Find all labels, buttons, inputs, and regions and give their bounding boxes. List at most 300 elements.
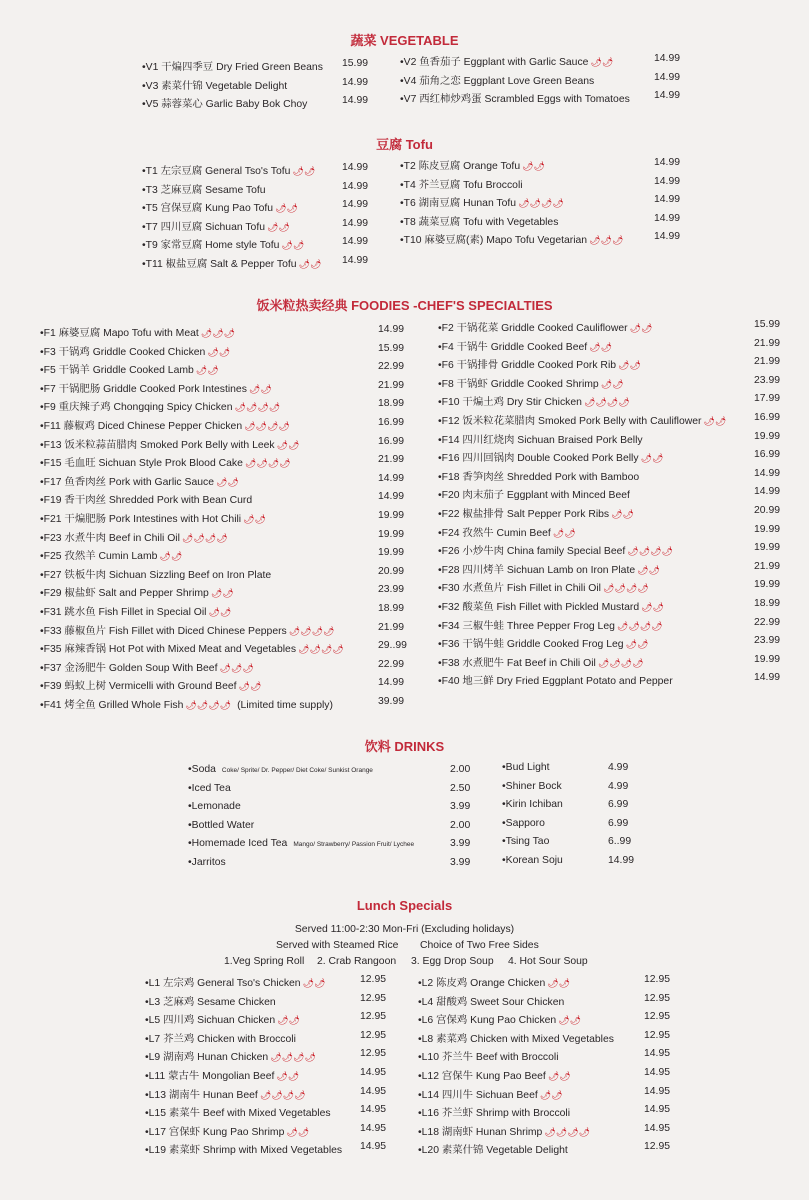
- menu-item-price: 14.99: [654, 194, 681, 206]
- menu-item: [40, 510, 406, 529]
- menu-item-name: •L10 芥兰牛 Beef with Broccoli: [418, 1052, 559, 1064]
- menu-item-price: 12.95: [644, 1011, 671, 1023]
- menu-item-text: [40, 640, 350, 655]
- menu-item-text: [145, 1141, 344, 1156]
- menu-item-name: •Iced Tea: [188, 782, 231, 794]
- menu-item-name: •T4 芥兰豆腐 Tofu Broccoli: [400, 179, 523, 191]
- menu-item-name: •L8 素菜鸡 Chicken with Mixed Vegetables: [418, 1033, 614, 1045]
- chili-pepper-icon: 🌶🌶: [248, 383, 272, 394]
- menu-item: [40, 398, 406, 417]
- menu-item-price: 14.95: [360, 1122, 387, 1134]
- menu-item: [438, 319, 783, 338]
- vegetable-left-list: [142, 58, 370, 114]
- menu-item: [400, 72, 685, 91]
- menu-item-name: •T7 四川豆腐 Sichuan Tofu: [142, 221, 265, 233]
- menu-item-text: [438, 598, 664, 613]
- menu-item: [145, 1123, 390, 1142]
- menu-item: [142, 162, 370, 181]
- menu-item-price: 14.95: [360, 1104, 387, 1116]
- menu-item: [418, 1030, 678, 1049]
- menu-item-text: [40, 696, 333, 711]
- menu-item-price: 17.99: [754, 393, 781, 405]
- tofu-title: 豆腐 Tofu: [376, 137, 433, 152]
- menu-item-price: 19.99: [378, 528, 405, 540]
- menu-item: [418, 1123, 678, 1142]
- drinks-left-list: [188, 764, 473, 876]
- menu-item-name: •F34 三椒牛蛙 Three Pepper Frog Leg: [438, 620, 615, 632]
- menu-item-name: •F41 烤全鱼 Grilled Whole Fish: [40, 699, 184, 711]
- menu-item-price: 18.99: [378, 398, 405, 410]
- menu-item-price: 21.99: [378, 454, 405, 466]
- menu-item-name: •L15 素菜牛 Beef with Mixed Vegetables: [145, 1108, 331, 1120]
- menu-item: [40, 380, 406, 399]
- menu-item-name: •F1 麻婆豆腐 Mapo Tofu with Meat: [40, 328, 199, 339]
- menu-item-text: [142, 218, 290, 233]
- menu-item-name: •Lemonade: [188, 801, 241, 813]
- menu-item-text: [438, 561, 660, 576]
- menu-item: [438, 393, 783, 412]
- chili-pepper-icon: 🌶🌶: [641, 601, 664, 612]
- chili-pepper-icon: 🌶🌶🌶🌶: [259, 1089, 306, 1100]
- menu-item-name: •F16 四川回锅肉 Double Cooked Pork Belly: [438, 453, 639, 465]
- menu-item-text: [40, 510, 272, 525]
- menu-item: [40, 491, 406, 510]
- menu-item: [400, 176, 685, 195]
- menu-item-text: [418, 993, 566, 1008]
- menu-item-price: 19.99: [754, 653, 781, 665]
- menu-item-name: •F38 水煮肥牛 Fat Beef in Chili Oil: [438, 657, 596, 669]
- menu-item: [40, 696, 406, 715]
- menu-item-price: 12.95: [360, 1048, 387, 1060]
- menu-item-text: [438, 486, 632, 501]
- lunch-right-list: [418, 974, 678, 1160]
- menu-item-name: •L20 素菜什锦 Vegetable Delight: [418, 1145, 568, 1157]
- menu-item: [438, 672, 783, 691]
- chili-pepper-icon: 🌶🌶: [618, 360, 641, 371]
- menu-item: [438, 412, 783, 431]
- menu-item-text: [40, 677, 267, 692]
- menu-item-name: •L4 甜酸鸡 Sweet Sour Chicken: [418, 996, 565, 1008]
- menu-item: [142, 181, 370, 200]
- menu-item-price: 14.99: [342, 162, 369, 173]
- menu-item-name: •Jarritos: [188, 856, 226, 868]
- chili-pepper-icon: 🌶🌶🌶🌶: [234, 402, 281, 413]
- menu-item-price: 14.99: [342, 76, 369, 88]
- foodies-right-list: [438, 319, 783, 691]
- menu-item: [502, 799, 632, 818]
- menu-item: [400, 231, 685, 250]
- menu-item: [438, 561, 783, 580]
- chili-pepper-icon: 🌶🌶: [539, 1089, 563, 1100]
- menu-item: [40, 324, 406, 343]
- chili-pepper-icon: 🌶🌶🌶🌶: [270, 1052, 316, 1063]
- menu-item-price: 23.99: [754, 635, 781, 647]
- menu-item-text: [142, 162, 315, 177]
- menu-item-text: [400, 53, 613, 68]
- menu-item-price: 15.99: [754, 319, 781, 330]
- drinks-right-list: [502, 762, 635, 874]
- menu-item-text: [145, 1030, 298, 1045]
- menu-item: [142, 255, 370, 274]
- menu-item-text: [418, 974, 570, 989]
- menu-item: [502, 762, 632, 781]
- menu-item-name: •F13 饭米粒蒜苗腊肉 Smoked Pork Belly with Leek: [40, 439, 275, 451]
- menu-item: [502, 854, 635, 874]
- menu-item-name: •F37 金汤肥牛 Golden Soup With Beef: [40, 662, 218, 674]
- menu-item: [40, 640, 406, 659]
- chili-pepper-icon: 🌶🌶: [629, 323, 653, 333]
- lunch-left-list: [145, 974, 390, 1160]
- menu-item-price: 14.95: [644, 1122, 671, 1134]
- menu-item-text: [40, 473, 245, 488]
- menu-item-price: 14.99: [654, 71, 681, 83]
- menu-item: [40, 343, 406, 362]
- menu-item-text: [40, 584, 240, 599]
- chili-pepper-icon: 🌶🌶: [298, 258, 322, 269]
- menu-item: [40, 361, 406, 380]
- menu-item-text: [438, 412, 726, 427]
- menu-item: [142, 236, 370, 255]
- menu-item-text: [438, 319, 652, 334]
- menu-item: [418, 1048, 678, 1067]
- menu-item-price: 3.99: [450, 801, 471, 813]
- menu-item-text: [418, 1011, 581, 1026]
- menu-item-price: 14.99: [342, 180, 369, 192]
- menu-item-name: •F19 香干肉丝 Shredded Pork with Bean Curd: [40, 495, 253, 507]
- menu-item-text: [40, 454, 297, 469]
- menu-item-price: 6..99: [608, 836, 632, 848]
- chili-pepper-icon: 🌶🌶: [292, 166, 316, 176]
- chili-pepper-icon: 🌶🌶: [277, 1015, 300, 1026]
- menu-item: [438, 449, 783, 468]
- menu-item-text: [188, 857, 232, 868]
- menu-item-name: •V2 鱼香茄子 Eggplant with Garlic Sauce: [400, 57, 589, 68]
- menu-item-name: •Bud Light: [502, 762, 550, 773]
- lunch-side-2: 2. Crab Rangoon: [317, 956, 397, 967]
- menu-item-price: 14.99: [342, 95, 369, 107]
- menu-item-name: •L18 湖南虾 Hunan Shrimp: [418, 1126, 543, 1138]
- menu-item-text: [142, 181, 268, 196]
- menu-item-text: [502, 836, 549, 847]
- chili-pepper-icon: 🌶🌶: [281, 240, 305, 251]
- menu-item-price: 14.99: [654, 175, 681, 187]
- menu-item-name: •F20 肉末茄子 Eggplant with Minced Beef: [438, 490, 630, 502]
- menu-item-price: 21.99: [378, 379, 405, 391]
- chili-pepper-icon: 🌶🌶: [552, 527, 576, 538]
- menu-item: [438, 356, 783, 375]
- menu-item-name: •L11 蒙古牛 Mongolian Beef: [145, 1070, 275, 1082]
- menu-item-text: [438, 654, 644, 669]
- menu-item-price: 12.95: [360, 974, 387, 985]
- menu-item-text: [40, 417, 296, 432]
- menu-item-price: 15.99: [342, 58, 369, 69]
- chili-pepper-icon: 🌶🌶: [558, 1015, 582, 1026]
- menu-item: [418, 1141, 678, 1160]
- menu-item-price: 14.99: [342, 199, 369, 211]
- menu-item-price: 14.99: [654, 53, 681, 64]
- menu-item: [145, 1141, 390, 1160]
- menu-item: [438, 598, 783, 617]
- menu-item-price: 19.99: [378, 547, 405, 559]
- menu-item: [438, 524, 783, 543]
- menu-item: [400, 90, 685, 109]
- menu-item-price: 4.99: [608, 762, 629, 773]
- menu-item-name: •V1 干煸四季豆 Dry Fried Green Beans: [142, 62, 323, 73]
- menu-item-name: •Bottled Water: [188, 819, 255, 831]
- menu-item-text: [502, 818, 545, 829]
- menu-item-price: 14.99: [378, 491, 405, 503]
- menu-item-price: 15.99: [378, 342, 405, 354]
- menu-item: [400, 53, 685, 72]
- chili-pepper-icon: 🌶🌶: [286, 1126, 310, 1137]
- menu-item-name: •L9 湖南鸡 Hunan Chicken: [145, 1052, 269, 1064]
- menu-item-text: [502, 781, 562, 792]
- chili-pepper-icon: 🌶🌶: [238, 681, 262, 692]
- menu-item-price: 12.95: [360, 992, 387, 1004]
- menu-item-name: •F31 跳水鱼 Fish Fillet in Special Oil: [40, 606, 207, 618]
- menu-item-price: 14.99: [378, 324, 405, 335]
- lunch-side-4: 4. Hot Sour Soup: [508, 956, 588, 967]
- lunch-served-hours: Served 11:00-2:30 Mon-Fri (Excluding holidays): [294, 924, 515, 935]
- menu-item: [40, 622, 406, 641]
- menu-item-price: 14.95: [644, 1048, 671, 1060]
- chili-pepper-icon: 🌶🌶🌶🌶: [181, 532, 228, 543]
- menu-item-name: •F7 干锅肥肠 Griddle Cooked Pork Intestines: [40, 383, 247, 395]
- chili-pepper-icon: 🌶🌶: [243, 513, 266, 524]
- menu-item-price: 14.99: [754, 486, 781, 498]
- chili-pepper-icon: 🌶🌶: [208, 606, 232, 617]
- menu-item: [142, 58, 370, 77]
- menu-item-name: •F9 重庆辣子鸡 Chongqing Spicy Chicken: [40, 402, 233, 414]
- menu-item-name: •F6 干锅排骨 Griddle Cooked Pork Rib: [438, 360, 617, 372]
- menu-item-price: 6.99: [608, 799, 629, 811]
- menu-item: [40, 603, 406, 622]
- menu-item-text: [142, 199, 298, 214]
- menu-item-text: [188, 783, 237, 794]
- menu-item: [400, 194, 685, 213]
- lunch-choice-sides: Choice of Two Free Sides: [420, 940, 539, 951]
- chili-pepper-icon: 🌶🌶🌶🌶: [597, 657, 644, 668]
- menu-item-name: •L6 宫保鸡 Kung Pao Chicken: [418, 1015, 557, 1027]
- menu-item-text: [188, 764, 373, 775]
- menu-item-text: [438, 468, 641, 483]
- menu-item-price: 3.99: [450, 838, 471, 850]
- menu-item-text: [438, 505, 634, 520]
- menu-item-text: [40, 659, 260, 674]
- menu-item-price: 22.99: [378, 361, 405, 373]
- menu-item: [40, 454, 406, 473]
- menu-item-text: [40, 547, 188, 562]
- menu-item: [438, 617, 783, 636]
- menu-item-name: •Tsing Tao: [502, 836, 550, 848]
- menu-item-text: [40, 380, 278, 395]
- menu-item: [40, 566, 406, 585]
- menu-item: [438, 375, 783, 394]
- chili-pepper-icon: 🌶🌶: [703, 415, 727, 426]
- menu-item-price: 14.99: [654, 90, 681, 102]
- menu-item: [438, 579, 783, 598]
- menu-item-price: 14.99: [378, 472, 405, 484]
- menu-item-price: 14.99: [342, 236, 369, 248]
- menu-item-name: •Kirin Ichiban: [502, 799, 563, 811]
- menu-item-text: [145, 1011, 300, 1026]
- menu-item-price: 12.95: [644, 974, 671, 985]
- menu-item-name: •F23 水煮牛肉 Beef in Chili Oil: [40, 532, 180, 544]
- menu-item-text: [418, 1067, 571, 1082]
- menu-item-name: •F15 毛血旺 Sichuan Style Prok Blood Cake: [40, 458, 243, 470]
- menu-item-name: •V7 西红柿炒鸡蛋 Scrambled Eggs with Tomatoes: [400, 94, 630, 106]
- lunch-side-1: 1.Veg Spring Roll: [224, 956, 305, 967]
- menu-item-text: [142, 236, 304, 251]
- chili-pepper-icon: 🌶🌶: [302, 978, 326, 988]
- menu-item-text: [438, 338, 612, 353]
- menu-item-name: •L7 芥兰鸡 Chicken with Broccoli: [145, 1033, 296, 1045]
- menu-item-price: 21.99: [378, 621, 405, 633]
- menu-item: [145, 993, 390, 1012]
- menu-item-price: 16.99: [754, 411, 781, 423]
- menu-item-name: •F26 小炒牛肉 China family Special Beef: [438, 546, 626, 558]
- menu-item-text: [418, 1141, 570, 1156]
- menu-item-text: [438, 672, 675, 687]
- menu-item-name: •F29 椒盐虾 Salt and Pepper Shrimp: [40, 588, 209, 600]
- menu-item-note: Coke/ Sprite/ Dr. Pepper/ Diet Coke/ Sunkist Orange: [221, 767, 373, 774]
- menu-item-text: [438, 375, 624, 390]
- menu-item-text: [40, 436, 305, 451]
- menu-item: [145, 1067, 390, 1086]
- chili-pepper-icon: 🌶🌶🌶🌶: [244, 458, 291, 469]
- menu-item-text: [502, 799, 563, 810]
- menu-item-text: [188, 838, 414, 849]
- menu-item-price: 14.99: [654, 212, 681, 224]
- menu-item-name: •F35 麻辣香锅 Hot Pot with Mixed Meat and Vegetables: [40, 644, 297, 656]
- chili-pepper-icon: 🌶🌶🌶: [589, 235, 624, 246]
- menu-item-name: •F27 铁板牛肉 Sichuan Sizzling Beef on Iron Plate: [40, 569, 272, 581]
- menu-item: [188, 783, 473, 802]
- menu-item-name: •F24 孜然牛 Cumin Beef: [438, 527, 551, 539]
- menu-item: [502, 836, 632, 855]
- menu-item: [188, 857, 473, 876]
- menu-item-name: •F2 干锅花菜 Griddle Cooked Cauliflower: [438, 323, 628, 334]
- menu-item: [418, 1104, 678, 1123]
- menu-item: [40, 584, 406, 603]
- menu-item-price: 14.99: [754, 672, 781, 684]
- tofu-right-list: [400, 157, 685, 250]
- lunch-side-3: 3. Egg Drop Soup: [411, 956, 494, 967]
- menu-item-name: •F17 鱼香肉丝 Pork with Garlic Sauce: [40, 476, 214, 488]
- chili-pepper-icon: 🌶🌶🌶: [219, 662, 254, 673]
- menu-item-price: 14.95: [644, 1104, 671, 1116]
- menu-item-name: •F8 干锅虾 Griddle Cooked Shrimp: [438, 378, 599, 390]
- menu-item-price: 23.99: [378, 584, 405, 596]
- chili-pepper-icon: 🌶🌶: [625, 639, 649, 650]
- menu-item-name: •F32 酸菜鱼 Fish Fillet with Pickled Mustard: [438, 601, 640, 613]
- menu-item: [145, 1011, 390, 1030]
- menu-item-text: [438, 617, 663, 632]
- menu-item-price: 14.95: [644, 1066, 671, 1078]
- chili-pepper-icon: 🌶🌶: [210, 588, 234, 599]
- menu-item-name: •Homemade Iced Tea: [188, 838, 288, 850]
- menu-item-name: •F14 四川红烧肉 Sichuan Braised Pork Belly: [438, 434, 643, 446]
- chili-pepper-icon: 🌶🌶: [637, 564, 660, 575]
- menu-item-name: •F25 孜然羊 Cumin Lamb: [40, 551, 158, 563]
- menu-item-name: •Sapporo: [502, 817, 545, 829]
- menu-item-price: 21.99: [754, 560, 781, 572]
- menu-item-price: 20.99: [754, 504, 781, 516]
- menu-item-price: 4.99: [608, 780, 629, 792]
- menu-item-text: [400, 194, 564, 209]
- chili-pepper-icon: 🌶🌶: [547, 1070, 571, 1081]
- menu-item-price: 14.95: [360, 1066, 387, 1078]
- chili-pepper-icon: 🌶🌶: [600, 378, 624, 389]
- menu-item-name: •T2 陈皮豆腐 Orange Tofu: [400, 161, 521, 172]
- menu-item-text: [40, 491, 260, 506]
- menu-item-text: [438, 542, 673, 557]
- menu-item: [145, 1030, 390, 1049]
- menu-item-text: [438, 449, 663, 464]
- menu-item-text: [438, 393, 630, 408]
- menu-item-text: [142, 58, 325, 73]
- chili-pepper-icon: 🌶🌶🌶🌶: [518, 198, 564, 209]
- menu-item-text: [438, 431, 645, 446]
- menu-item-text: [438, 524, 576, 539]
- menu-item: [438, 654, 783, 673]
- drinks-title: 饮料 DRINKS: [364, 739, 445, 754]
- menu-item-name: •V5 蒜蓉菜心 Garlic Baby Bok Choy: [142, 99, 308, 111]
- menu-item-price: 20.99: [378, 565, 405, 577]
- menu-item-name: •L12 宫保牛 Kung Pao Beef: [418, 1070, 546, 1082]
- menu-item-text: [418, 1104, 572, 1119]
- menu-item: [40, 529, 406, 548]
- menu-item-name: •F28 四川烤羊 Sichuan Lamb on Iron Plate: [438, 564, 636, 576]
- menu-item-price: 18.99: [754, 597, 781, 609]
- menu-item-name: •Korean Soju: [502, 854, 563, 866]
- menu-item: [145, 974, 390, 993]
- menu-item-price: 14.99: [654, 231, 681, 243]
- menu-item-price: 19.99: [754, 542, 781, 554]
- menu-item-text: [418, 1030, 616, 1045]
- chili-pepper-icon: 🌶🌶: [547, 978, 571, 988]
- menu-item: [188, 801, 473, 820]
- foodies-left-list: [40, 324, 406, 714]
- menu-item-price: 14.99: [342, 217, 369, 229]
- menu-item-text: [40, 343, 236, 358]
- chili-pepper-icon: 🌶🌶: [611, 508, 634, 519]
- menu-item-price: 22.99: [754, 616, 781, 628]
- menu-item-price: 22.99: [378, 658, 405, 670]
- menu-item: [418, 1067, 678, 1086]
- menu-item: [438, 635, 783, 654]
- menu-item-name: •L1 左宗鸡 General Tso's Chicken: [145, 978, 301, 989]
- menu-item-name: •T6 湖南豆腐 Hunan Tofu: [400, 198, 517, 210]
- menu-item: [418, 1011, 678, 1030]
- menu-item-name: •F36 干锅牛蛙 Griddle Cooked Frog Leg: [438, 639, 624, 651]
- menu-item-text: [40, 398, 286, 413]
- menu-item-text: [142, 77, 289, 92]
- menu-item-name: •L2 陈皮鸡 Orange Chicken: [418, 978, 546, 989]
- menu-item-price: 16.99: [378, 416, 405, 428]
- chili-pepper-icon: 🌶🌶🌶🌶: [244, 420, 290, 431]
- menu-item-name: •F39 蚂蚁上树 Vermicelli with Ground Beef: [40, 681, 237, 693]
- menu-item-price: 14.99: [342, 254, 369, 266]
- menu-item-price: 39.99: [378, 695, 405, 707]
- menu-item-text: [40, 529, 234, 544]
- menu-item: [418, 974, 678, 993]
- menu-item-text: [502, 762, 550, 773]
- menu-item-name: •L14 四川牛 Sichuan Beef: [418, 1089, 538, 1101]
- menu-item-text: [40, 361, 225, 376]
- menu-item-name: •T1 左宗豆腐 General Tso's Tofu: [142, 166, 291, 177]
- menu-item: [145, 1048, 390, 1067]
